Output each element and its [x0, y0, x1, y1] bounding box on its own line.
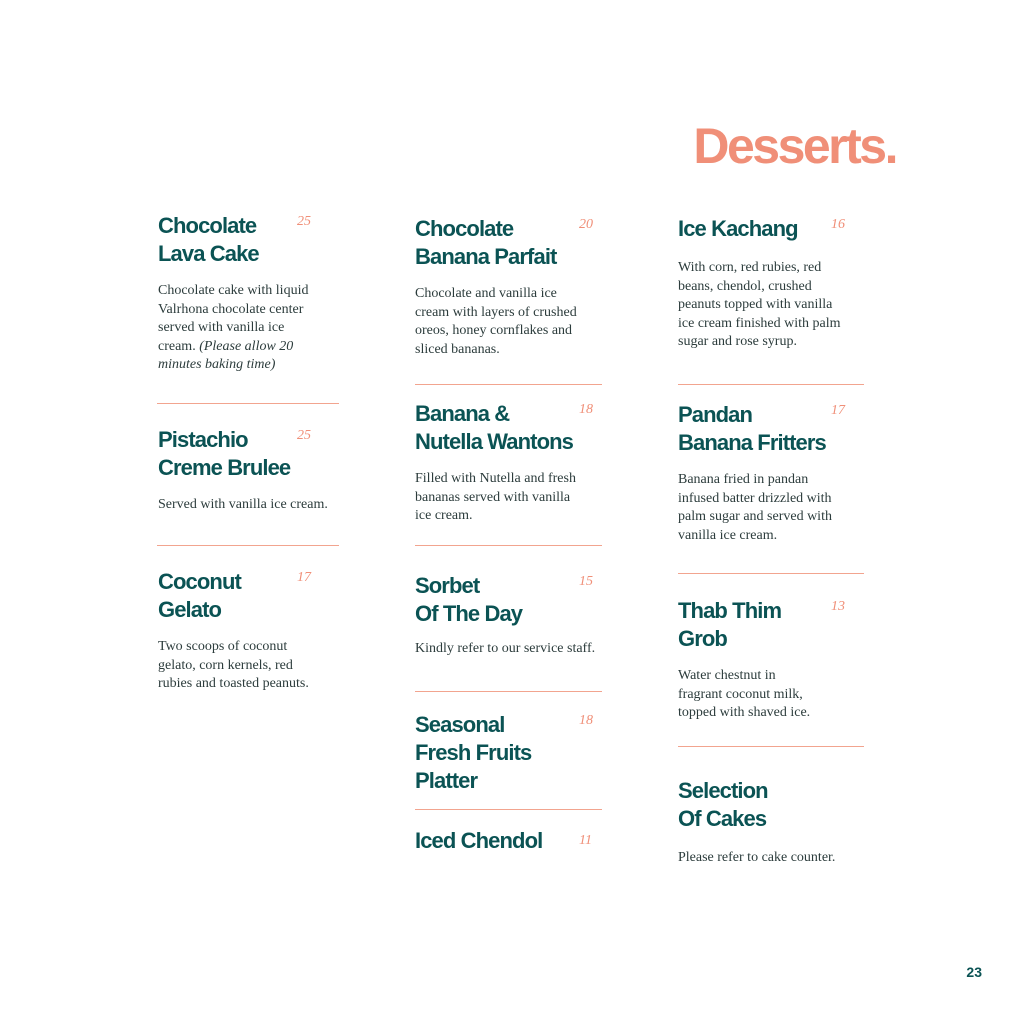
item-name: Banana & Nutella Wantons [415, 401, 574, 454]
item-description: Filled with Nutella and fresh bananas served with vanilla ice cream. [415, 471, 576, 524]
item-name: Chocolate Lava Cake [158, 213, 259, 266]
menu-item-coconut-gelato [158, 568, 358, 694]
menu-item-thab-thim-grob [678, 597, 878, 723]
divider [415, 545, 602, 546]
item-price: 18 [579, 402, 593, 417]
item-price: 25 [297, 214, 311, 229]
menu-item-selection-of-cakes [678, 777, 878, 868]
item-note: (Please allow 20 minutes baking time) [158, 338, 294, 373]
item-price: 17 [831, 403, 845, 418]
item-price: 13 [831, 599, 845, 614]
menu-item-iced-chendol [415, 827, 615, 855]
item-name: Pandan Banana Fritters [678, 402, 826, 455]
divider [678, 573, 864, 574]
page-title: Desserts. [693, 118, 896, 174]
item-description: Banana fried in pandan infused batter drizzled with palm sugar and served with vanilla ice cream. [678, 472, 832, 543]
item-name: Seasonal Fresh Fruits Platter [415, 712, 532, 793]
item-price: 20 [579, 217, 593, 232]
menu-item-pistachio-creme-brulee [158, 426, 368, 515]
item-description: Two scoops of coconut gelato, corn kernels, red rubies and toasted peanuts. [158, 639, 309, 692]
menu-item-seasonal-fresh-fruits-platter [415, 711, 615, 795]
divider [415, 691, 602, 692]
item-name: Selection Of Cakes [678, 778, 768, 831]
item-description: Chocolate cake with liquid Valrhona chocolate center served with vanilla ice cream. (Please allow 20 minutes baking time) [158, 283, 309, 373]
menu-item-banana-nutella-wantons [415, 400, 615, 526]
item-description: Chocolate and vanilla ice cream with layers of crushed oreos, honey cornflakes and sliced bananas. [415, 286, 577, 357]
item-price: 11 [579, 833, 592, 848]
item-price: 25 [297, 428, 311, 443]
menu-item-sorbet-of-the-day [415, 572, 615, 659]
item-name: Chocolate Banana Parfait [415, 216, 557, 269]
divider [415, 384, 602, 385]
menu-item-ice-kachang [678, 215, 878, 352]
item-name: Coconut Gelato [158, 569, 241, 622]
divider [678, 746, 864, 747]
page-number: 23 [966, 964, 982, 980]
item-description: Served with vanilla ice cream. [158, 497, 328, 512]
item-price: 15 [579, 574, 593, 589]
menu-item-chocolate-lava-cake [158, 212, 358, 375]
item-name: Ice Kachang [678, 216, 798, 241]
item-name: Sorbet Of The Day [415, 573, 523, 626]
menu-item-chocolate-banana-parfait [415, 215, 615, 359]
divider [415, 809, 602, 810]
item-name: Pistachio Creme Brulee [158, 427, 291, 480]
divider [157, 403, 339, 404]
item-description: Water chestnut in fragrant coconut milk, topped with shaved ice. [678, 668, 811, 721]
item-description: Please refer to cake counter. [678, 850, 836, 865]
divider [157, 545, 339, 546]
item-price: 16 [831, 217, 845, 232]
item-name: Iced Chendol [415, 828, 543, 853]
item-price: 18 [579, 713, 593, 728]
item-description: With corn, red rubies, red beans, chendol, crushed peanuts topped with vanilla ice cream finished with palm sugar and rose syrup. [678, 260, 841, 350]
item-price: 17 [297, 570, 311, 585]
item-name: Thab Thim Grob [678, 598, 782, 651]
divider [678, 384, 864, 385]
item-description: Kindly refer to our service staff. [415, 641, 596, 656]
menu-item-pandan-banana-fritters [678, 401, 878, 545]
